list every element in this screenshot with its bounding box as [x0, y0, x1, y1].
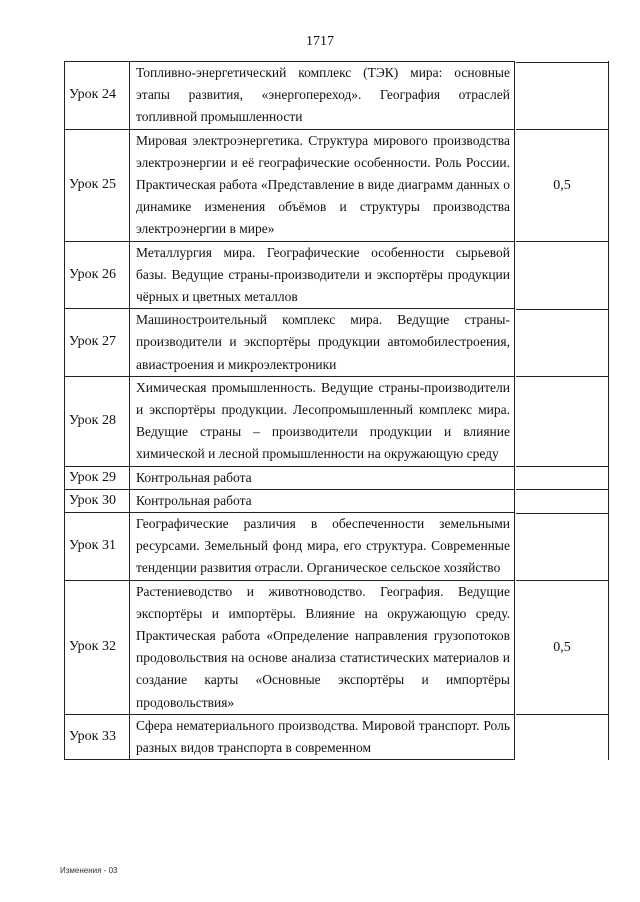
lesson-number: Урок 32 — [65, 580, 130, 714]
lesson-topic: Контрольная работа — [130, 466, 515, 489]
lesson-number: Урок 28 — [65, 376, 130, 466]
hours-column-border — [516, 61, 609, 760]
lesson-number: Урок 24 — [65, 62, 130, 130]
lesson-topic: Мировая электроэнергетика. Структура мирового производства электроэнергии и её географические особенности. Роль России. Практическая работа «Представление в виде диаграмм данных о динамике изменения объёмов и структуры производства электроэнергии в мире» — [130, 129, 515, 241]
lesson-row — [65, 376, 515, 466]
lesson-topic: Контрольная работа — [130, 489, 515, 512]
lesson-topic: Географические различия в обеспеченности земельными ресурсами. Земельный фонд мира, его структура. Современные тенденции развития отрасли. Органическое сельское хозяйство — [130, 513, 515, 581]
lesson-row — [65, 513, 515, 581]
lessons-table — [64, 61, 515, 760]
page-number: 1717 — [306, 34, 334, 49]
lesson-topic: Химическая промышленность. Ведущие страны-производители и экспортёры продукции. Лесопромышленный комплекс мира. Ведущие страны – производители продукции и влияние химической и лесной промышленности на окружающую среду — [130, 376, 515, 466]
lesson-row — [65, 489, 515, 512]
hours-value: 0,5 — [553, 639, 571, 655]
lesson-number: Урок 30 — [65, 489, 130, 512]
hours-value: 0,5 — [553, 177, 571, 193]
lesson-topic: Металлургия мира. Географические особенности сырьевой базы. Ведущие страны-производители и экспортёры продукции чёрных и цветных металлов — [130, 241, 515, 309]
lesson-row — [65, 62, 515, 130]
footer-revision: Изменения - 03 — [60, 866, 118, 875]
lesson-topic: Топливно-энергетический комплекс (ТЭК) мира: основные этапы развития, «энергопереход». География отраслей топливной промышленности — [130, 62, 515, 130]
lesson-number: Урок 26 — [65, 241, 130, 309]
page-bottom-mask — [0, 830, 640, 860]
lesson-number: Урок 27 — [65, 309, 130, 377]
lesson-number: Урок 31 — [65, 513, 130, 581]
lesson-row — [65, 466, 515, 489]
lesson-row — [65, 129, 515, 241]
lesson-number: Урок 25 — [65, 129, 130, 241]
lesson-row — [65, 714, 515, 759]
lesson-topic: Машиностроительный комплекс мира. Ведущие страны-производители и экспортёры продукции автомобилестроения, авиастроения и микроэлектроники — [130, 309, 515, 377]
lesson-row — [65, 241, 515, 309]
lesson-row — [65, 309, 515, 377]
lesson-topic: Растениеводство и животноводство. География. Ведущие экспортёры и импортёры. Влияние на окружающую среду. Практическая работа «Определение направления грузопотоков продовольствия на основе анализа статистических материалов и создание карты «Основные экспортёры и импортёры продовольствия» — [130, 580, 515, 714]
lesson-number: Урок 33 — [65, 714, 130, 759]
lesson-row — [65, 580, 515, 714]
lesson-number: Урок 29 — [65, 466, 130, 489]
lesson-topic: Сфера нематериального производства. Мировой транспорт. Роль разных видов транспорта в современном — [130, 714, 515, 759]
